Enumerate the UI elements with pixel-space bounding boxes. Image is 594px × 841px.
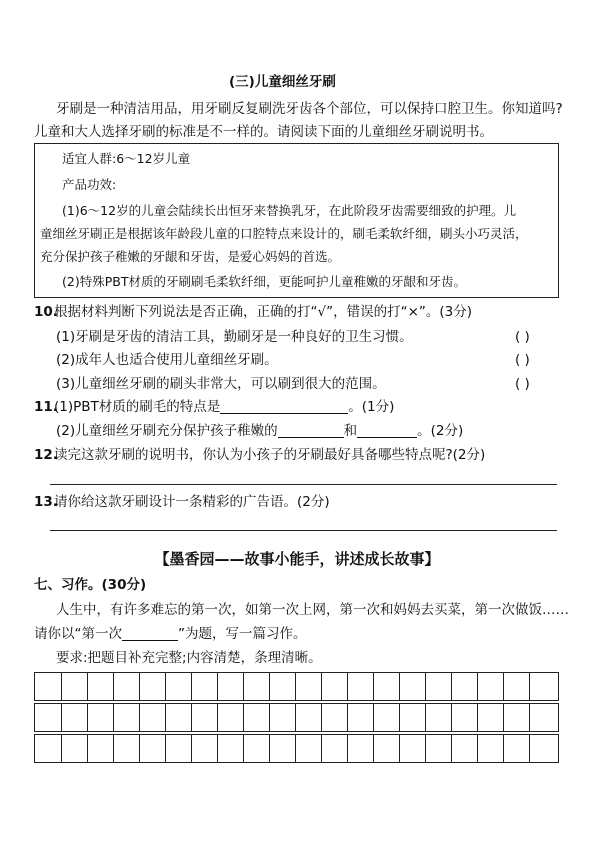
- intro-line-1: 牙刷是一种清洁用品，用牙刷反复刷洗牙齿各个部位，可以保持口腔卫生。你知道吗?: [56, 101, 563, 117]
- function-p1-line-1: (1)6～12岁的儿童会陆续长出恒牙来替换乳牙，在此阶段牙齿需要细致的护理。儿: [62, 203, 517, 218]
- q11-line-2: [56, 422, 463, 440]
- q10-item-3: (3)儿童细丝牙刷的刷头非常大，可以刷到很大的范围。: [56, 376, 386, 392]
- writing-heading: 七、习作。(30分): [34, 577, 147, 593]
- section-banner: 【墨香园——故事小能手，讲述成长故事】: [154, 550, 440, 568]
- writing-title-blank[interactable]: [122, 626, 178, 641]
- q10-number: 10.: [34, 304, 58, 320]
- writing-grid-row-1[interactable]: [34, 672, 559, 701]
- q13-answer-line[interactable]: [50, 530, 557, 531]
- q10-item-1: (1)牙刷是牙齿的清洁工具，勤刷牙是一种良好的卫生习惯。: [56, 329, 413, 345]
- q13-number: 13.: [34, 494, 58, 510]
- q10-answer-paren-3[interactable]: ( ): [515, 376, 530, 392]
- q11-line-2-and: 和: [343, 423, 358, 439]
- writing-grid-row-2[interactable]: [34, 703, 559, 732]
- q10-text: 根据材料判断下列说法是否正确，正确的打“√”，错误的打“×”。(3分): [54, 304, 473, 320]
- q11-line-2-suffix: 。(2分): [417, 423, 464, 439]
- q11-answer-blank-1[interactable]: [220, 399, 348, 414]
- q10-item-2: (2)成年人也适合使用儿童细丝牙刷。: [56, 352, 278, 368]
- q11-line-2-prefix: (2)儿童细丝牙刷充分保护孩子稚嫩的: [56, 423, 278, 439]
- intro-line-2: 儿童和大人选择牙刷的标准是不一样的。请阅读下面的儿童细丝牙刷说明书。: [34, 124, 493, 140]
- q11-answer-blank-2[interactable]: [278, 423, 344, 438]
- q11-answer-blank-3[interactable]: [357, 423, 417, 438]
- section-title: (三)儿童细丝牙刷: [229, 74, 336, 90]
- q11-line-1: [54, 398, 394, 416]
- writing-title-prefix: 请你以“第一次: [34, 626, 122, 642]
- writing-prompt-line-1: 人生中，有许多难忘的第一次，如第一次上网，第一次和妈妈去买菜，第一次做饭……: [56, 602, 569, 618]
- writing-requirement: 要求:把题目补充完整;内容清楚，条理清晰。: [56, 650, 322, 666]
- function-p2: (2)特殊PBT材质的牙刷刷毛柔软纤细，更能呵护儿童稚嫩的牙龈和牙齿。: [62, 274, 466, 289]
- audience-text: 适宜人群:6～12岁儿童: [62, 151, 191, 166]
- writing-title-suffix: ”为题，写一篇习作。: [178, 626, 307, 642]
- function-p1-line-2: 童细丝牙刷正是根据该年龄段儿童的口腔特点来设计的，刷毛柔软纤细，刷头小巧灵活，: [40, 226, 528, 241]
- q12-answer-line[interactable]: [50, 484, 557, 485]
- q11-line-1-suffix: 。(1分): [348, 399, 395, 415]
- writing-prompt-line-2: [34, 625, 307, 643]
- q11-line-1-prefix: (1)PBT材质的刷毛的特点是: [54, 399, 221, 415]
- q13-text: 请你给这款牙刷设计一条精彩的广告语。(2分): [54, 494, 330, 510]
- writing-grid-row-3[interactable]: [34, 734, 559, 763]
- q12-text: 读完这款牙刷的说明书，你认为小孩子的牙刷最好具备哪些特点呢?(2分): [54, 447, 486, 463]
- q10-answer-paren-2[interactable]: ( ): [515, 352, 530, 368]
- function-p1-line-3: 充分保护孩子稚嫩的牙龈和牙齿，是爱心妈妈的首选。: [40, 249, 341, 264]
- q10-answer-paren-1[interactable]: ( ): [515, 329, 530, 345]
- q12-number: 12.: [34, 447, 58, 463]
- function-title: 产品功效:: [62, 177, 117, 192]
- q11-number: 11.: [34, 399, 58, 415]
